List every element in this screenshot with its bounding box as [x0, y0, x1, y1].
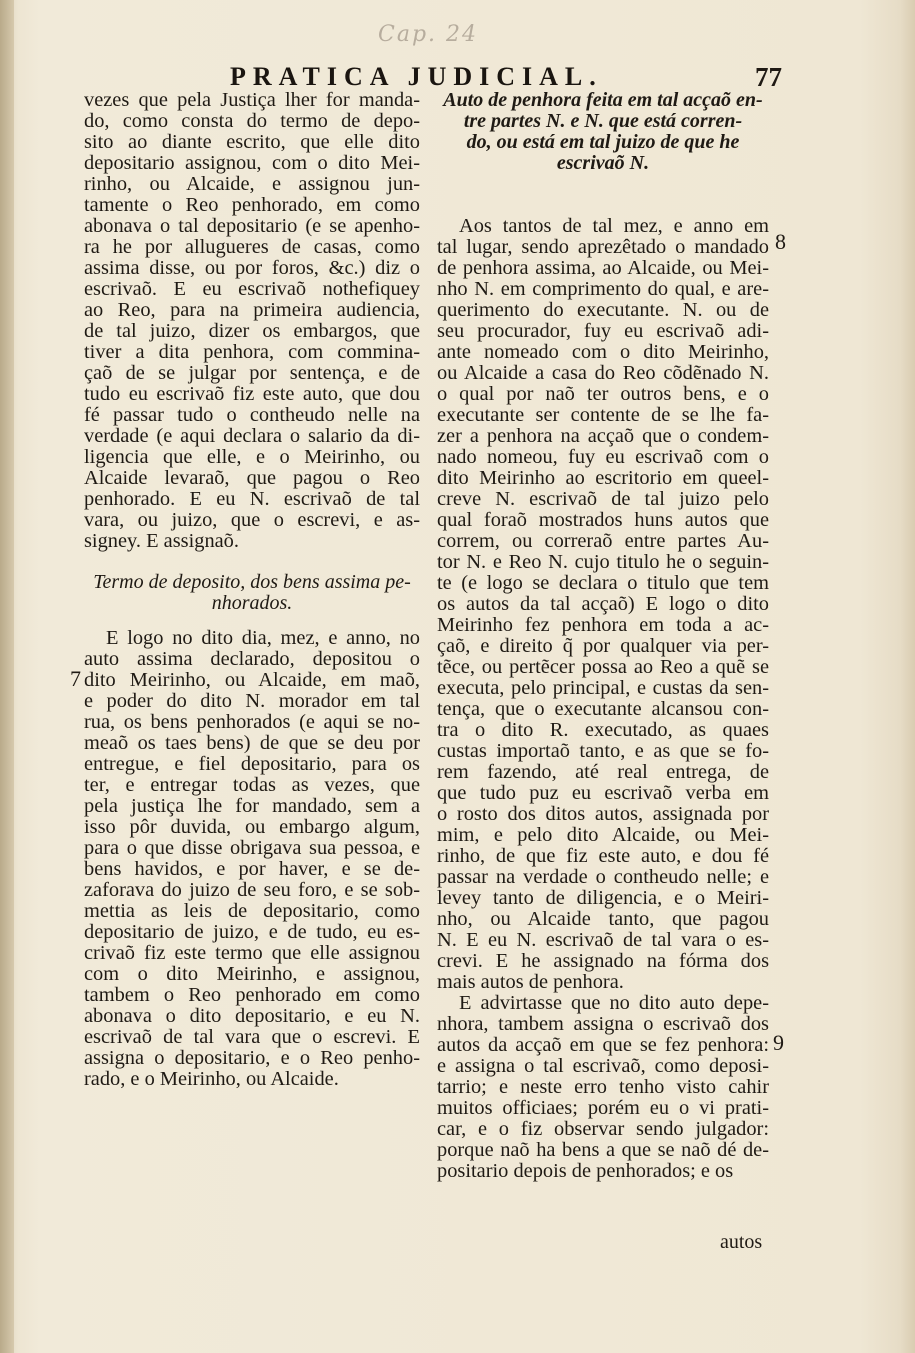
text-line: zer a penhora na acçaõ que o condem-: [437, 425, 769, 447]
heading-line: do, ou está em tal juizo de que he: [466, 131, 740, 153]
page-number: 77: [755, 62, 782, 92]
text-line: signey. E assignaõ.: [84, 530, 239, 552]
text-line: zaforava do juizo de seu foro, e se sob-: [84, 879, 420, 901]
text-line: com o dito Meirinho, e assignou,: [84, 963, 420, 985]
paragraph-8: [437, 216, 769, 993]
text-line: que tudo puz eu escrivaõ verba em: [437, 782, 769, 804]
text-line: executante ser contente de se lhe fa-: [437, 404, 769, 426]
text-line: abonava o dito depositario, e eu N.: [84, 1005, 420, 1027]
text-line: depositario assignou, com o dito Mei-: [84, 152, 420, 174]
text-line: autos da acçaõ em que se fez penhora:: [437, 1034, 769, 1056]
text-line: E advirtasse que no dito auto depe-: [459, 992, 769, 1014]
text-line: vara, ou juizo, que o escrevi, e as-: [84, 509, 420, 531]
text-line: Alcaide levaraõ, que pagou o Reo: [84, 467, 420, 489]
paragraph-9: [437, 993, 769, 1182]
text-line: correm, ou correraõ entre partes Au-: [437, 530, 769, 552]
text-line: fé passar tudo o contheudo nelle na: [84, 404, 420, 426]
section-number-8: 8: [775, 229, 786, 254]
text-line: tra o dito R. executado, as quaes: [437, 719, 769, 741]
text-line: rem fazendo, até real entrega, de: [437, 761, 769, 783]
text-line: para o que disse obrigava sua pessoa, e: [84, 837, 420, 859]
text-line: depositario de juizo, e de tudo, eu es-: [84, 921, 420, 943]
right-column: [437, 90, 769, 1182]
text-line: levey tanto de diligencia, e o Meiri-: [437, 887, 769, 909]
text-line: creve N. escrivaõ de tal juizo pelo: [437, 488, 769, 510]
text-line: ra he por allugueres de casas, como: [84, 236, 420, 258]
text-line: verdade (e aqui declara o salario da di-: [84, 425, 420, 447]
text-line: tor N. e Reo N. cujo titulo he o seguin-: [437, 551, 769, 573]
text-line: Meirinho fez penhora em toda a ac-: [437, 614, 769, 636]
text-line: N. E eu N. escrivaõ de tal vara o es-: [437, 929, 769, 951]
text-line: executa, pelo principal, e custas da sen-: [437, 677, 769, 699]
text-line: mim, e pelo dito Alcaide, ou Mei-: [437, 824, 769, 846]
section-number-7: 7: [70, 666, 81, 691]
text-line: rado, e o Meirinho, ou Alcaide.: [84, 1068, 339, 1090]
text-line: os autos da tal acçaõ) E logo o dito: [437, 593, 769, 615]
paragraph-7: [84, 628, 420, 1090]
heading-line: nhorados.: [211, 592, 293, 614]
text-line: dito Meirinho, ou Alcaide, em maõ,: [84, 669, 420, 691]
text-line: seu procurador, fuy eu escrivaõ adi-: [437, 320, 769, 342]
text-line: dito Meirinho ao escritorio em queel-: [437, 467, 769, 489]
text-line: crevi. E he assignado na fórma dos: [437, 950, 769, 972]
text-line: ou Alcaide a casa do Reo cõdẽnado N.: [437, 362, 769, 384]
text-line: do, como consta do termo de depo-: [84, 110, 420, 132]
text-line: escrivaõ. E eu escrivaõ nothefiquey: [84, 278, 420, 300]
continued-paragraph: [84, 90, 420, 552]
text-line: rinho, ou Alcaide, e assignou jun-: [84, 173, 420, 195]
text-line: car, e o fiz observar sendo julgador:: [437, 1118, 769, 1140]
text-line: querimento do executante. N. ou de: [437, 299, 769, 321]
text-line: vezes que pela Justiça lher for manda-: [84, 89, 420, 111]
page-gutter: [0, 0, 14, 1353]
text-line: tẽce, ou pertẽcer possa ao Reo a quẽ se: [437, 656, 769, 678]
text-line: isso pôr duvida, ou embargo algum,: [84, 816, 420, 838]
text-line: mettia as leis de depositario, como: [84, 900, 420, 922]
deposit-term-heading: [84, 572, 420, 614]
text-line: rinho, de que fiz este auto, e dou fé: [437, 845, 769, 867]
text-line: assigna o depositario, e o Reo penho-: [84, 1047, 420, 1069]
text-line: tiver a dita penhora, com commina-: [84, 341, 420, 363]
seizure-record-heading: [437, 90, 769, 174]
text-line: e poder do dito N. morador em tal: [84, 690, 420, 712]
text-line: nado nomeou, fuy eu escrivaõ com o: [437, 446, 769, 468]
text-line: muitos officiaes; porém eu o vi prati-: [437, 1097, 769, 1119]
text-line: meaõ os taes bens) de que se deu por: [84, 732, 420, 754]
text-line: tamente o Reo penhorado, em como: [84, 194, 420, 216]
text-line: tambem o Reo penhorado em como: [84, 984, 420, 1006]
text-line: bens havidos, e por haver, e se de-: [84, 858, 420, 880]
section-number-9: 9: [773, 1030, 784, 1055]
text-line: e assigna o tal escrivaõ, como deposi-: [437, 1055, 769, 1077]
text-line: de penhora assima, ao Alcaide, ou Mei-: [437, 257, 769, 279]
text-line: entregue, e fiel depositario, para os: [84, 753, 420, 775]
text-line: auto assima declarado, depositou o: [84, 648, 420, 670]
handwritten-annotation: Cap. 24: [378, 22, 479, 47]
heading-line: escrivaõ N.: [556, 152, 650, 174]
text-line: çaõ, e direito q̃ por qualquer via per-: [437, 635, 769, 657]
text-line: tal lugar, sendo aprezêtado o mandado: [437, 236, 769, 258]
heading-line: tre partes N. e N. que está corren-: [463, 110, 743, 132]
text-line: ligencia que elle, e o Meirinho, ou: [84, 446, 420, 468]
text-line: tarrio; e neste erro tenho visto cahir: [437, 1076, 769, 1098]
left-column: [84, 90, 420, 1090]
text-line: tença, que o executante alcansou con-: [437, 698, 769, 720]
running-title: PRATICA JUDICIAL.: [230, 62, 603, 91]
text-line: ao Reo, para na primeira audiencia,: [84, 299, 420, 321]
text-line: custas importaõ tanto, e as que se fo-: [437, 740, 769, 762]
text-line: rua, os bens penhorados (e aqui se no-: [84, 711, 420, 733]
heading-line: Termo de deposito, dos bens assima pe-: [93, 571, 411, 593]
text-line: o qual por naõ ter outros bens, e o: [437, 383, 769, 405]
text-line: escrivaõ de tal vara que o escrevi. E: [84, 1026, 420, 1048]
text-line: tudo eu escrivaõ fiz este auto, que dou: [84, 383, 420, 405]
text-line: E logo no dito dia, mez, e anno, no: [106, 627, 420, 649]
text-line: ante nomeado com o dito Meirinho,: [437, 341, 769, 363]
text-line: crivaõ fiz este termo que elle assignou: [84, 942, 420, 964]
text-line: nho N. em comprimento do qual, e are-: [437, 278, 769, 300]
text-line: penhorado. E eu N. escrivaõ de tal: [84, 488, 420, 510]
text-line: passar na verdade o contheudo nelle; e: [437, 866, 769, 888]
text-line: de tal juizo, dizer os embargos, que: [84, 320, 420, 342]
text-line: sito ao diante escrito, que elle dito: [84, 131, 420, 153]
text-line: nhora, tambem assigna o escrivaõ dos: [437, 1013, 769, 1035]
catchword: autos: [720, 1231, 763, 1253]
text-line: çaõ de se julgar por sentença, e de: [84, 362, 420, 384]
text-line: abonava o tal depositario (e se apenho-: [84, 215, 420, 237]
text-line: pela justiça lhe for mandado, sem a: [84, 795, 420, 817]
text-line: positario depois de penhorados; e os: [437, 1160, 734, 1182]
text-line: nho, ou Alcaide tanto, que pagou: [437, 908, 769, 930]
text-line: qual foraõ mostrados huns autos que: [437, 509, 769, 531]
heading-line: Auto de penhora feita em tal acçaõ en-: [443, 89, 763, 111]
text-line: assima disse, ou por foros, &c.) diz o: [84, 257, 420, 279]
text-line: porque naõ ha bens a que se naõ dé de-: [437, 1139, 769, 1161]
text-line: mais autos de penhora.: [437, 971, 624, 993]
text-line: ter, e entregar todas as vezes, que: [84, 774, 420, 796]
text-line: Aos tantos de tal mez, e anno em: [459, 215, 769, 237]
text-line: o rosto dos ditos autos, assignada por: [437, 803, 769, 825]
text-line: te (e logo se declara o titulo que tem: [437, 572, 769, 594]
